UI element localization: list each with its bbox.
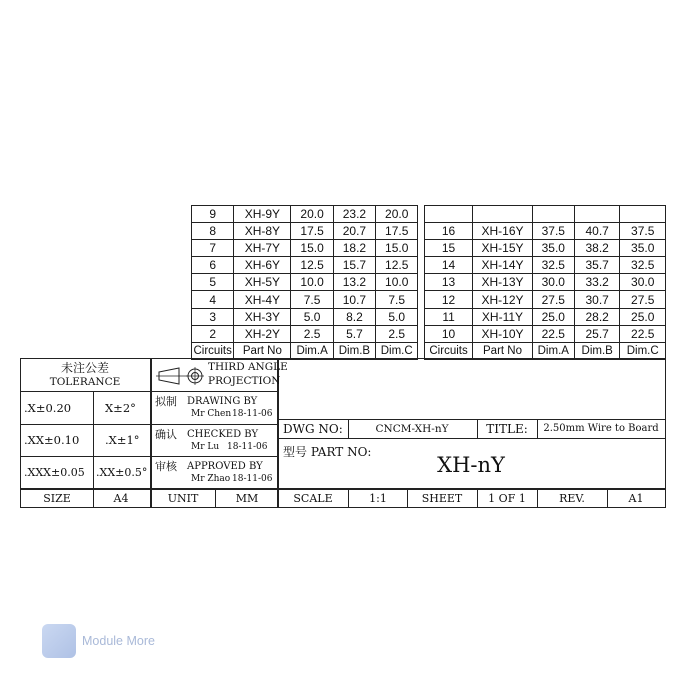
cell-part-no (473, 206, 532, 223)
watermark (38, 620, 198, 666)
tolerance-linear-2: .XX±0.10 (24, 433, 80, 447)
cell-dim-b: 18.2 (333, 240, 375, 257)
cell-dim-a (532, 206, 574, 223)
cell-dim-a: 5.0 (291, 308, 333, 325)
approved-person: Mr Zhao (191, 474, 231, 484)
size-label: SIZE (43, 492, 71, 505)
cell-part-no: XH-15Y (473, 240, 532, 257)
cell-dim-b (574, 206, 619, 223)
cell-dim-c: 27.5 (620, 291, 666, 308)
tolerance-title-cn: 未注公差 (60, 361, 110, 375)
dwg-no-value: CNCM-XH-nY (375, 423, 449, 435)
cell-dim-c: 37.5 (620, 223, 666, 240)
header-dim-c: Dim.C (620, 342, 666, 359)
cell-part-no: XH-6Y (234, 257, 291, 274)
cell-part-no: XH-3Y (234, 308, 291, 325)
cell-circuits: 5 (192, 274, 234, 291)
cell-part-no: XH-11Y (473, 308, 532, 325)
cell-dim-c: 12.5 (376, 257, 418, 274)
cell-dim-c: 20.0 (376, 206, 418, 223)
cell-circuits: 15 (424, 240, 473, 257)
part-no-label: 型号 PART NO: (283, 445, 372, 459)
dimension-table (191, 205, 666, 360)
cell-dim-a: 35.0 (532, 240, 574, 257)
cell-circuits: 4 (192, 291, 234, 308)
sheet-value: 1 OF 1 (488, 492, 526, 505)
cell-dim-a: 22.5 (532, 325, 574, 342)
header-circuits: Circuits (192, 342, 234, 359)
tolerance-angular-2: .X±1° (105, 433, 140, 447)
cell-dim-c: 2.5 (376, 325, 418, 342)
cell-dim-c: 35.0 (620, 240, 666, 257)
drawn-label-cn: 拟制 (155, 395, 177, 408)
rev-value: A1 (628, 492, 644, 505)
cell-part-no: XH-14Y (473, 257, 532, 274)
title-block (20, 358, 666, 508)
size-value: A4 (113, 492, 129, 505)
cell-circuits: 2 (192, 325, 234, 342)
header-dim-a: Dim.A (291, 342, 333, 359)
cell-part-no: XH-13Y (473, 274, 532, 291)
cell-part-no: XH-9Y (234, 206, 291, 223)
checked-label-cn: 确认 (155, 428, 177, 441)
cell-circuits: 13 (424, 274, 473, 291)
unit-value: MM (235, 492, 259, 505)
checked-date: 18-11-06 (227, 442, 268, 452)
cell-dim-c: 25.0 (620, 308, 666, 325)
tolerance-linear-3: .XXX±0.05 (24, 466, 85, 479)
approved-label: APPROVED BY (187, 461, 263, 472)
title-value: 2.50mm Wire to Board (543, 423, 659, 434)
drawn-date: 18-11-06 (232, 409, 273, 419)
header-dim-a: Dim.A (532, 342, 574, 359)
cell-dim-a: 20.0 (291, 206, 333, 223)
cell-dim-b: 28.2 (574, 308, 619, 325)
header-dim-b: Dim.B (333, 342, 375, 359)
cell-dim-b: 23.2 (333, 206, 375, 223)
table-row (192, 325, 666, 342)
checked-label: CHECKED BY (187, 429, 259, 440)
cell-circuits: 16 (424, 223, 473, 240)
cell-dim-a: 27.5 (532, 291, 574, 308)
cell-circuits (424, 206, 473, 223)
approved-date: 18-11-06 (232, 474, 273, 484)
cell-circuits: 7 (192, 240, 234, 257)
drawn-label: DRAWING BY (187, 396, 258, 407)
cell-part-no: XH-7Y (234, 240, 291, 257)
module-more-logo-icon (42, 624, 76, 658)
cell-dim-a: 25.0 (532, 308, 574, 325)
projection-line1: THIRD ANGLE (208, 361, 288, 373)
cell-dim-c: 32.5 (620, 257, 666, 274)
tolerance-angular-1: X±2° (105, 401, 136, 415)
cell-dim-b: 10.7 (333, 291, 375, 308)
cell-dim-b: 5.7 (333, 325, 375, 342)
cell-dim-b: 13.2 (333, 274, 375, 291)
drawn-person: Mr Chen (191, 409, 232, 419)
projection-line2: PROJECTION (208, 375, 281, 387)
cell-dim-b: 8.2 (333, 308, 375, 325)
table-header-row (192, 342, 666, 359)
cell-dim-b: 40.7 (574, 223, 619, 240)
watermark-text: Module More (82, 634, 155, 648)
cell-dim-b: 20.7 (333, 223, 375, 240)
table-row (192, 274, 666, 291)
cell-circuits: 9 (192, 206, 234, 223)
cell-circuits: 14 (424, 257, 473, 274)
tolerance-title: TOLERANCE (49, 376, 121, 388)
cell-circuits: 3 (192, 308, 234, 325)
cell-dim-a: 17.5 (291, 223, 333, 240)
cell-dim-a: 7.5 (291, 291, 333, 308)
cell-dim-a: 32.5 (532, 257, 574, 274)
cell-dim-b: 30.7 (574, 291, 619, 308)
cell-dim-b: 33.2 (574, 274, 619, 291)
table-row (192, 257, 666, 274)
cell-dim-b: 38.2 (574, 240, 619, 257)
table-row (192, 240, 666, 257)
cell-dim-b: 15.7 (333, 257, 375, 274)
scale-label: SCALE (293, 492, 333, 505)
cell-part-no: XH-12Y (473, 291, 532, 308)
cell-part-no: XH-16Y (473, 223, 532, 240)
cell-part-no: XH-5Y (234, 274, 291, 291)
tolerance-linear-1: .X±0.20 (24, 401, 72, 415)
cell-circuits: 8 (192, 223, 234, 240)
cell-part-no: XH-8Y (234, 223, 291, 240)
cell-dim-a: 30.0 (532, 274, 574, 291)
sheet-label: SHEET (421, 492, 463, 505)
table-row (192, 206, 666, 223)
cell-part-no: XH-2Y (234, 325, 291, 342)
table-row (192, 223, 666, 240)
tolerance-angular-3: .XX±0.5° (96, 466, 148, 479)
header-dim-b: Dim.B (574, 342, 619, 359)
cell-dim-b: 35.7 (574, 257, 619, 274)
cell-dim-c: 17.5 (376, 223, 418, 240)
cell-dim-b: 25.7 (574, 325, 619, 342)
title-label: TITLE: (486, 422, 528, 436)
header-dim-c: Dim.C (376, 342, 418, 359)
cell-circuits: 11 (424, 308, 473, 325)
cell-part-no: XH-4Y (234, 291, 291, 308)
cell-dim-c (620, 206, 666, 223)
header-part-no: Part No (473, 342, 532, 359)
cell-dim-c: 15.0 (376, 240, 418, 257)
header-part-no: Part No (234, 342, 291, 359)
header-circuits: Circuits (424, 342, 473, 359)
cell-circuits: 6 (192, 257, 234, 274)
cell-dim-a: 37.5 (532, 223, 574, 240)
cell-dim-a: 2.5 (291, 325, 333, 342)
dwg-no-label: DWG NO: (283, 422, 343, 436)
cell-dim-c: 22.5 (620, 325, 666, 342)
unit-label: UNIT (167, 492, 199, 505)
cell-part-no: XH-10Y (473, 325, 532, 342)
third-angle-projection-icon (155, 367, 205, 385)
table-row (192, 308, 666, 325)
cell-dim-c: 30.0 (620, 274, 666, 291)
cell-dim-a: 10.0 (291, 274, 333, 291)
cell-dim-a: 12.5 (291, 257, 333, 274)
scale-value: 1:1 (369, 492, 387, 505)
part-no-value: XH-nY (437, 453, 505, 477)
cell-circuits: 10 (424, 325, 473, 342)
checked-person: Mr Lu (191, 442, 220, 452)
cell-dim-c: 7.5 (376, 291, 418, 308)
cell-dim-c: 5.0 (376, 308, 418, 325)
cell-circuits: 12 (424, 291, 473, 308)
approved-label-cn: 审核 (155, 460, 177, 473)
cell-dim-a: 15.0 (291, 240, 333, 257)
table-row (192, 291, 666, 308)
cell-dim-c: 10.0 (376, 274, 418, 291)
rev-label: REV. (559, 492, 585, 505)
